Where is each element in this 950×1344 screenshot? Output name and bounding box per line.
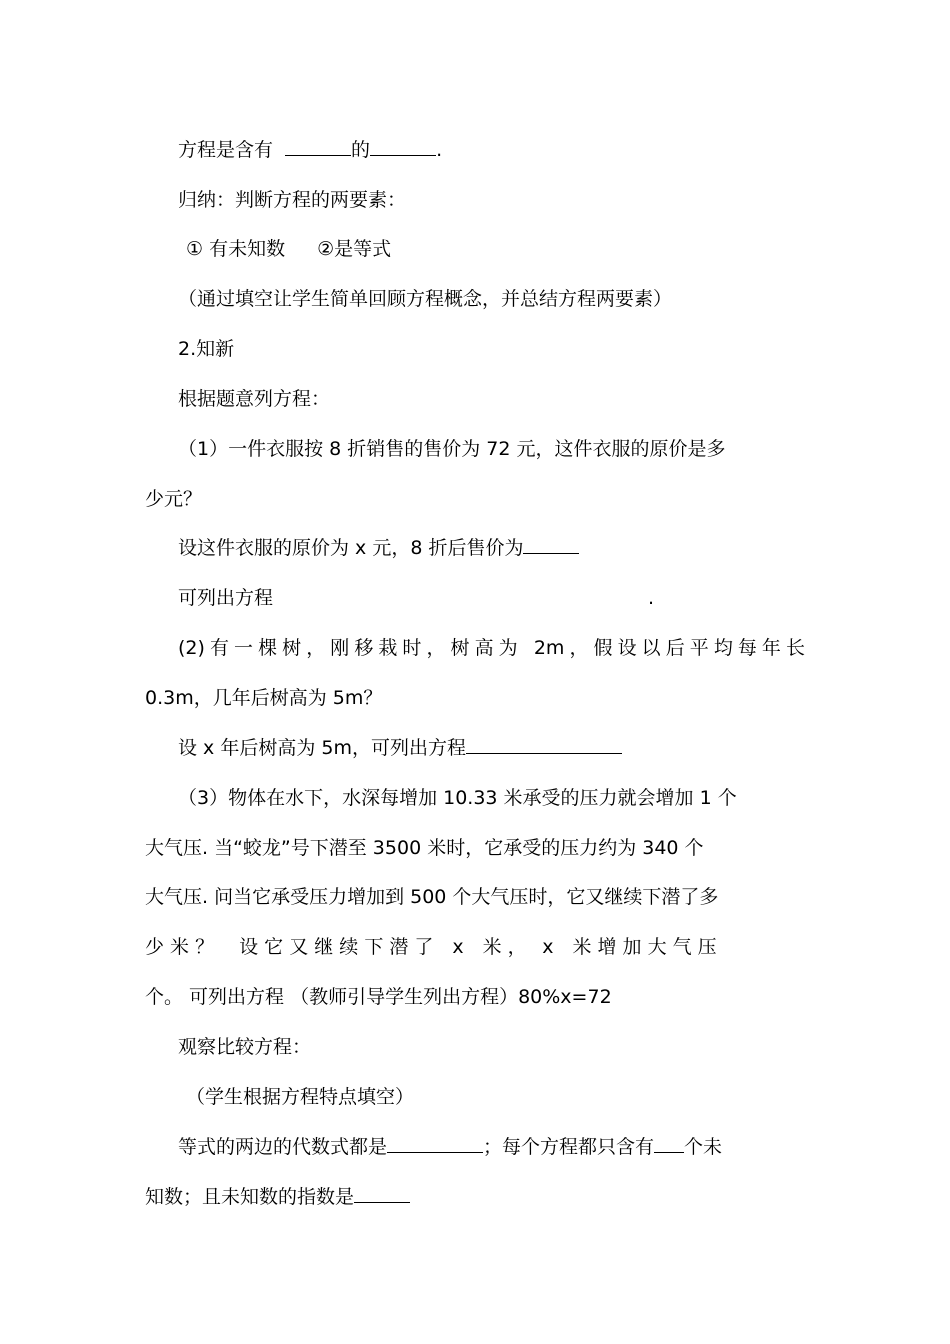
blank-underline xyxy=(466,736,622,754)
text-line-11: (2)有一棵树，刚移栽时，树高为 2m，假设以后平均每年长 xyxy=(178,637,805,659)
text-line-19: 观察比较方程： xyxy=(178,1036,312,1058)
text-line-21: 等式的两边的代数式都是 ；每个方程都只含有 个未 xyxy=(178,1136,723,1158)
blank-underline xyxy=(370,138,436,156)
condition-2: ②是等式 xyxy=(317,238,392,260)
text-line-10: 可列出方程 . xyxy=(178,587,655,609)
blank-underline xyxy=(523,536,579,554)
text-line-15: 大气压. 当“蛟龙”号下潜至 3500 米时，它承受的压力约为 340 个 xyxy=(145,837,704,859)
text-line-2: 归纳：判断方程的两要素： xyxy=(178,189,407,211)
text-line-17: 少 米 ？ 设 它 又 继 续 下 潜 了 x 米 ， x 米 增 加 大 气 压 xyxy=(145,936,717,958)
text-line-4: （通过填空让学生简单回顾方程概念，并总结方程两要素） xyxy=(178,288,673,310)
text-line-6: 根据题意列方程： xyxy=(178,388,331,410)
text-line-18: 个。 可列出方程 （教师引导学生列出方程）80%x=72 xyxy=(145,986,612,1008)
text-line-20: （学生根据方程特点填空） xyxy=(186,1086,415,1108)
text-line-12: 0.3m，几年后树高为 5m？ xyxy=(145,687,383,709)
blank-underline xyxy=(654,1135,684,1153)
text-line-5: 2.知新 xyxy=(178,338,235,360)
text-line-3 xyxy=(186,237,805,261)
blank-underline xyxy=(354,1185,410,1203)
text-line-8: 少元？ xyxy=(145,488,203,510)
text-line-14: （3）物体在水下，水深每增加 10.33 米承受的压力就会增加 1 个 xyxy=(178,787,737,809)
text-line-13: 设 x 年后树高为 5m，可列出方程 xyxy=(178,736,805,760)
blank-underline xyxy=(387,1135,483,1153)
blank-underline xyxy=(285,138,351,156)
text-line-7: （1）一件衣服按 8 折销售的售价为 72 元，这件衣服的原价是多 xyxy=(178,438,726,460)
text-line-1: 方程是含有 的 . xyxy=(178,139,443,161)
condition-1: ① 有未知数 xyxy=(186,238,286,260)
text-line-16: 大气压. 问当它承受压力增加到 500 个大气压时，它又继续下潜了多 xyxy=(145,886,719,908)
text-line-22: 知数；且未知数的指数是 xyxy=(145,1185,805,1209)
text-line-9: 设这件衣服的原价为 x 元，8 折后售价为 xyxy=(178,536,805,560)
